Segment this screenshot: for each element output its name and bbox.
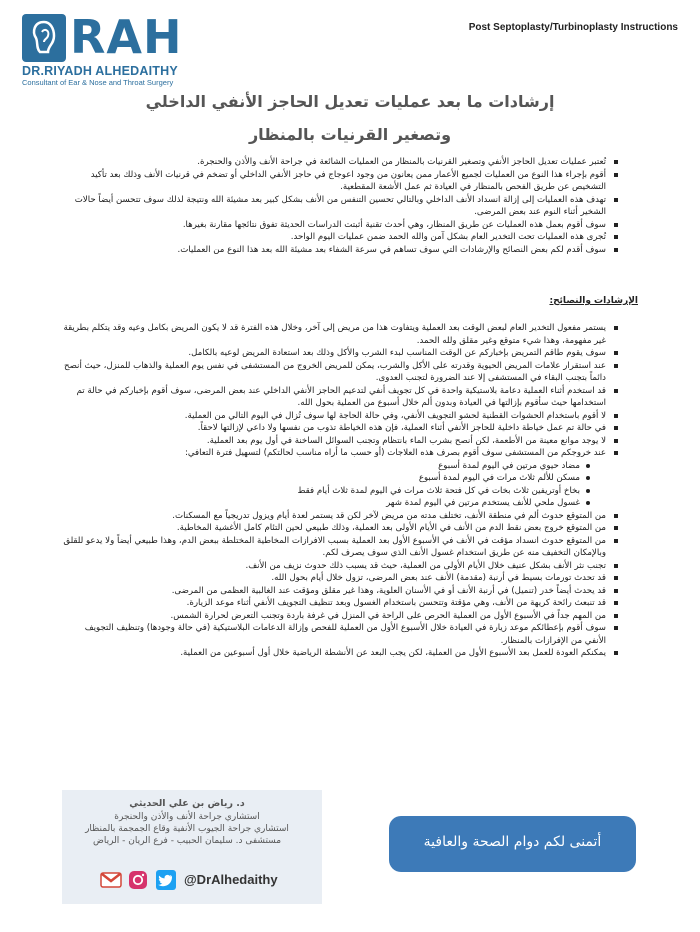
instruction-bullet: في حالة تم عمل خياطة داخلية للحاجز الأنفي أثناء العملية، فإن هذه الخياطة تذوب من نفسها ولا داعي لإزالتها لاحقاً. <box>62 422 620 435</box>
instagram-icon[interactable] <box>128 870 148 890</box>
intro-bullet: سوف أقوم بعمل هذه العمليات عن طريق المنظار، وهي أحدث تقنية أثبتت الدراسات الحديثة تفوق نتائجها مقارنة بغيرها. <box>62 219 620 232</box>
medications-list <box>62 460 620 510</box>
wish-text: أتمنى لكم دوام الصحة والعافية <box>423 834 602 850</box>
intro-bullet: تهدف هذه العمليات إلى إزالة انسداد الأنف الداخلي وبالتالي تحسين التنفس من الأنف بشكل كبير بعد مشيئة الله ونتيجة لذلك سوف تتحسن أيضاً حالات الشخير أثناء النوم عند بعض المرضى. <box>62 194 620 219</box>
logo-doctor-name: DR.RIYADH ALHEDAITHY <box>22 64 178 78</box>
instruction-bullet: قد يحدث أيضاً خدر (تنميل) في أرنبة الأنف أو في الأسنان العلوية، وهذا غير مقلق ومؤقت عند الغالبية العظمى من المرضى. <box>62 585 620 598</box>
clinic-logo <box>22 10 183 87</box>
instruction-bullet: من المتوقع خروج بعض نقط الدم من الأنف في الأيام الأولى بعد العملية، وذلك طبيعي لحين التئام كامل الأغشية المخاطية. <box>62 522 620 535</box>
wish-banner <box>389 816 636 872</box>
instruction-bullet: من المهم جداً في الأسبوع الأول من العملية الحرص على الراحة في المنزل في غرفة باردة وتجنب التعرض لحرارة الشمس. <box>62 610 620 623</box>
doctor-hospital: مستشفى د. سليمان الحبيب - فرع الريان - الرياض <box>92 836 282 846</box>
gmail-icon[interactable] <box>100 870 120 890</box>
instruction-bullet: لا أقوم باستخدام الحشوات القطنية لحشو التجويف الأنفي، وفي حالة الحاجة لها سوف تُزال في اليوم التالي من العملية. <box>62 410 620 423</box>
instructions-list-a <box>62 322 620 460</box>
document-label: Post Septoplasty/Turbinoplasty Instructions <box>468 22 678 33</box>
logo-subtitle: Consultant of Ear & Nose and Throat Surgery <box>22 78 174 87</box>
doctor-name: د. رياض بن علي الحديثي <box>129 798 245 809</box>
intro-list <box>62 156 620 256</box>
intro-bullet: أقوم بإجراء هذا النوع من العمليات لجميع الأعمار ممن يعانون من وجود اعوجاج في حاجز الأنفي الداخلي أو تضخم في قرنيات الأنف وذلك بعد تأكيد التشخيص عن طريق الفحص بالمنظار في العيادة ثم عمل الأشعة المقطعية. <box>62 169 620 194</box>
intro-bullet: سوف أقدم لكم بعض النصائح والإرشادات التي سوف تساهم في سرعة الشفاء بعد مشيئة الله بعد هذا النوع من العمليات. <box>62 244 620 257</box>
page-title-line1: إرشادات ما بعد عمليات تعديل الحاجز الأنفي الداخلي <box>145 92 555 111</box>
social-row <box>100 870 320 892</box>
medication-item: مسكن للألم ثلاث مرات في اليوم لمدة أسبوع <box>62 472 592 485</box>
instruction-bullet: قد تحدث تورمات بسيط في أرنبة (مقدمة) الأنف عند بعض المرضى، تزول خلال أيام بحول الله. <box>62 572 620 585</box>
intro-bullet: تُجرى هذه العمليات تحت التخدير العام بشكل آمن والله الحمد ضمن عمليات اليوم الواحد. <box>62 231 620 244</box>
instruction-bullet: من المتوقع حدوث ألم في منطقة الأنف، تختلف مدته من مريض لآخر لكن قد يستمر لعدة أيام ويزول تدريجياً مع المسكنات. <box>62 510 620 523</box>
social-handle[interactable]: @DrAlhedaithy <box>184 872 278 887</box>
instruction-bullet: من المتوقع حدوث انسداد مؤقت في الأنف في الأسبوع الأول بعد العملية بسبب الافرازات المخاطية المختلطة ببعض الدم، وهذا طبيعي أيضاً ولا يدعو للقلق وبالإمكان التخفيف منه عن طريق استخدام غسول الأنف الذي سوف يصرف لكم. <box>62 535 620 560</box>
instruction-bullet: تجنب نثر الأنف بشكل عنيف خلال الأيام الأولى من العملية، حيث قد يسبب ذلك حدوث نزيف من الأنف. <box>62 560 620 573</box>
section-title: الإرشادات والنصائح: <box>549 296 638 306</box>
ear-head-logo-icon <box>22 14 66 62</box>
page-title-line2: وتصغير القرنيات بالمنظار <box>248 125 452 144</box>
medication-item: غسول ملحي للأنف يستخدم مرتين في اليوم لمدة شهر <box>62 497 592 510</box>
instructions-list-b <box>62 510 620 660</box>
instruction-bullet: سوف أقوم بإعطائكم موعد زيارة في العيادة خلال الأسبوع الأول من العملية للفحص وإزالة الدعامات البلاستيكية (في حالة وجودها) وتنظيف التجويف الأنفي من الإفرازات بالمنظار. <box>62 622 620 647</box>
instruction-bullet: يستمر مفعول التخدير العام لبعض الوقت بعد العملية ويتفاوت هذا من مريض إلى آخر، وخلال هذه الفترة قد لا يكون المريض بكامل وعيه وقد يتكلم بطريقة غير مفهومة، وهذا شيء متوقع وغير مقلق ولله الحمد. <box>62 322 620 347</box>
instruction-bullet: قد استخدم أثناء العملية دعامة بلاستيكية واحدة في كل تجويف أنفي لتدعيم الحاجز الأنفي الداخلي عند بعض المرضى، سوف أقوم بإخباركم في حالة تم استخدامها حيث سأقوم بإزالتها في العيادة وبدون ألم خلال أسبوع من العملية بحول الله. <box>62 385 620 410</box>
doctor-title-1: استشاري جراحة الأنف والأذن والحنجرة <box>114 812 260 822</box>
doctor-title-2: استشاري جراحة الجيوب الأنفية وقاع الجمجمة بالمنظار <box>85 824 289 834</box>
intro-bullet: تُعتبر عمليات تعديل الحاجز الأنفي وتصغير القرنيات بالمنظار من العمليات الشائعة في جراحة الأنف والأذن والحنجرة. <box>62 156 620 169</box>
intro-section <box>62 156 620 256</box>
instruction-bullet: عند استقرار علامات المريض الحيوية وقدرته على الأكل والشرب، يمكن للمريض الخروج من المستشفى في نفس يوم العملية والذهاب للمنزل، حيث أنصح دائماً بتجنب البقاء في المستشفى إلا عند الضرورة لتجنب العدوى. <box>62 360 620 385</box>
medication-item: مضاد حيوي مرتين في اليوم لمدة أسبوع <box>62 460 592 473</box>
instruction-bullet: يمكنكم العودة للعمل بعد الأسبوع الأول من العملية، لكن يجب البعد عن الأنشطة الرياضية خلال أول أسبوعين من العملية. <box>62 647 620 660</box>
logo-letters: RAH <box>70 10 183 64</box>
instruction-bullet: لا يوجد موانع معينة من الأطعمة، لكن أنصح بشرب الماء بانتظام وتجنب السوائل الساخنة في أول يوم بعد العملية. <box>62 435 620 448</box>
instruction-bullet: سوف يقوم طاقم التمريض بإخباركم عن الوقت المناسب لبدء الشرب والأكل وذلك بعد استعادة المريض لوعيه بالكامل. <box>62 347 620 360</box>
twitter-icon[interactable] <box>156 870 176 890</box>
instruction-bullet: قد تنبعث رائحة كريهة من الأنف، وهي مؤقتة وتتحسن باستخدام الغسول وبعد تنظيف التجويف الأنفي أثناء موعد الزيارة. <box>62 597 620 610</box>
contact-card <box>62 790 322 904</box>
instructions-section <box>62 322 620 660</box>
instruction-bullet: عند خروجكم من المستشفى سوف أقوم بصرف هذه العلاجات (أو حسب ما أراه مناسب لحالتكم) لتسهيل فترة التعافي: <box>62 447 620 460</box>
medication-item: بخاخ أوتريفين ثلاث بخات في كل فتحة ثلاث مرات في اليوم لمدة ثلاث أيام فقط <box>62 485 592 498</box>
